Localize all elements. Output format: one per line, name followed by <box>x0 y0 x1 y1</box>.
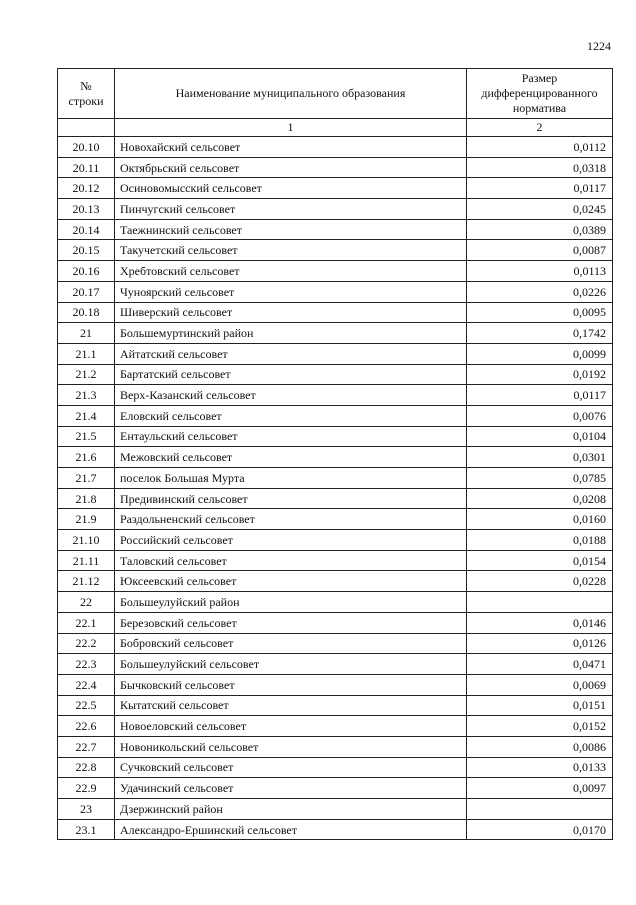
municipality-name: Пинчугский сельсовет <box>115 199 467 220</box>
municipality-name: Таловский сельсовет <box>115 550 467 571</box>
norm-value: 0,0170 <box>467 819 613 840</box>
table-row <box>58 654 613 675</box>
norm-value <box>467 592 613 613</box>
norm-value: 0,0095 <box>467 302 613 323</box>
norm-value: 0,0301 <box>467 447 613 468</box>
row-number: 22.6 <box>58 716 115 737</box>
municipality-name: Чуноярский сельсовет <box>115 281 467 302</box>
row-number: 21.3 <box>58 385 115 406</box>
header-municipality-name: Наименование муниципального образования <box>115 69 467 119</box>
norm-value: 0,0104 <box>467 426 613 447</box>
table-row <box>58 633 613 654</box>
municipality-name: Межовский сельсовет <box>115 447 467 468</box>
municipality-name: Новоеловский сельсовет <box>115 716 467 737</box>
municipality-name: Большемуртинский район <box>115 323 467 344</box>
norm-value: 0,0318 <box>467 157 613 178</box>
column-index-name: 1 <box>115 119 467 137</box>
municipality-name: Бартатский сельсовет <box>115 364 467 385</box>
norm-value: 0,0228 <box>467 571 613 592</box>
norm-value: 0,0785 <box>467 468 613 489</box>
table-row <box>58 757 613 778</box>
municipality-name: Удачинский сельсовет <box>115 778 467 799</box>
norm-value <box>467 799 613 820</box>
row-number: 23 <box>58 799 115 820</box>
table-header-row <box>58 69 613 119</box>
row-number: 21.12 <box>58 571 115 592</box>
norm-value: 0,0188 <box>467 530 613 551</box>
table-row <box>58 323 613 344</box>
row-number: 22.8 <box>58 757 115 778</box>
municipality-name: Кытатский сельсовет <box>115 695 467 716</box>
row-number: 20.17 <box>58 281 115 302</box>
norm-value: 0,0226 <box>467 281 613 302</box>
municipality-name: Шиверский сельсовет <box>115 302 467 323</box>
page-number: 1224 <box>587 39 611 53</box>
norm-value: 0,0097 <box>467 778 613 799</box>
row-number: 20.13 <box>58 199 115 220</box>
table-row <box>58 281 613 302</box>
municipality-name: Большеулуйский район <box>115 592 467 613</box>
table-row <box>58 178 613 199</box>
table-row <box>58 219 613 240</box>
norm-value: 0,0154 <box>467 550 613 571</box>
norm-value: 0,0112 <box>467 137 613 158</box>
row-number: 21.11 <box>58 550 115 571</box>
municipality-name: Александро-Ершинский сельсовет <box>115 819 467 840</box>
norm-value: 0,0245 <box>467 199 613 220</box>
table-row <box>58 488 613 509</box>
municipality-name: Раздольненский сельсовет <box>115 509 467 530</box>
municipality-name: Осиновомысский сельсовет <box>115 178 467 199</box>
row-number: 20.15 <box>58 240 115 261</box>
table-row <box>58 612 613 633</box>
municipality-name: Сучковский сельсовет <box>115 757 467 778</box>
row-number: 22.5 <box>58 695 115 716</box>
row-number: 22.9 <box>58 778 115 799</box>
table-row <box>58 571 613 592</box>
row-number: 21.9 <box>58 509 115 530</box>
norm-value: 0,0069 <box>467 674 613 695</box>
row-number: 21 <box>58 323 115 344</box>
table-row <box>58 695 613 716</box>
row-number: 22.4 <box>58 674 115 695</box>
table-row <box>58 530 613 551</box>
norm-value: 0,1742 <box>467 323 613 344</box>
row-number: 20.10 <box>58 137 115 158</box>
table-row <box>58 736 613 757</box>
row-number: 21.7 <box>58 468 115 489</box>
row-number: 22.2 <box>58 633 115 654</box>
table-row <box>58 799 613 820</box>
row-number: 20.18 <box>58 302 115 323</box>
column-index-row <box>58 119 613 137</box>
row-number: 22.1 <box>58 612 115 633</box>
table-row <box>58 405 613 426</box>
municipality-name: Бобровский сельсовет <box>115 633 467 654</box>
table-row <box>58 240 613 261</box>
norm-value: 0,0133 <box>467 757 613 778</box>
municipality-name: Ентаульский сельсовет <box>115 426 467 447</box>
row-number: 21.2 <box>58 364 115 385</box>
column-index-value: 2 <box>467 119 613 137</box>
norm-value: 0,0117 <box>467 385 613 406</box>
row-number: 23.1 <box>58 819 115 840</box>
row-number: 22 <box>58 592 115 613</box>
municipality-name: Октябрьский сельсовет <box>115 157 467 178</box>
row-number: 22.3 <box>58 654 115 675</box>
table-row <box>58 778 613 799</box>
row-number: 21.6 <box>58 447 115 468</box>
norm-table <box>57 68 613 840</box>
norm-value: 0,0152 <box>467 716 613 737</box>
municipality-name: Предивинский сельсовет <box>115 488 467 509</box>
table-row <box>58 592 613 613</box>
table-row <box>58 716 613 737</box>
municipality-name: Дзержинский район <box>115 799 467 820</box>
header-row-number: № строки <box>58 69 115 119</box>
municipality-name: Айтатский сельсовет <box>115 343 467 364</box>
row-number: 21.10 <box>58 530 115 551</box>
table-row <box>58 302 613 323</box>
table-body <box>58 137 613 840</box>
table-row <box>58 550 613 571</box>
municipality-name: Еловский сельсовет <box>115 405 467 426</box>
municipality-name: Новохайский сельсовет <box>115 137 467 158</box>
norm-value: 0,0146 <box>467 612 613 633</box>
row-number: 21.5 <box>58 426 115 447</box>
norm-value: 0,0389 <box>467 219 613 240</box>
norm-value: 0,0151 <box>467 695 613 716</box>
table-row <box>58 426 613 447</box>
municipality-name: Российский сельсовет <box>115 530 467 551</box>
municipality-name: Юксеевский сельсовет <box>115 571 467 592</box>
table-row <box>58 199 613 220</box>
municipality-name: Березовский сельсовет <box>115 612 467 633</box>
table-row <box>58 509 613 530</box>
table-row <box>58 343 613 364</box>
table-row <box>58 364 613 385</box>
table-row <box>58 819 613 840</box>
row-number: 20.14 <box>58 219 115 240</box>
table-row <box>58 468 613 489</box>
table-row <box>58 385 613 406</box>
row-number: 22.7 <box>58 736 115 757</box>
row-number: 20.11 <box>58 157 115 178</box>
norm-value: 0,0113 <box>467 261 613 282</box>
table-row <box>58 157 613 178</box>
municipality-name: Верх-Казанский сельсовет <box>115 385 467 406</box>
table-row <box>58 137 613 158</box>
municipality-name: поселок Большая Мурта <box>115 468 467 489</box>
row-number: 21.8 <box>58 488 115 509</box>
header-norm-value: Размер дифференцированного норматива <box>467 69 613 119</box>
norm-value: 0,0126 <box>467 633 613 654</box>
municipality-name: Большеулуйский сельсовет <box>115 654 467 675</box>
table-row <box>58 674 613 695</box>
row-number: 21.1 <box>58 343 115 364</box>
row-number: 20.12 <box>58 178 115 199</box>
row-number: 21.4 <box>58 405 115 426</box>
column-index-empty <box>58 119 115 137</box>
municipality-name: Бычковский сельсовет <box>115 674 467 695</box>
norm-value: 0,0160 <box>467 509 613 530</box>
row-number: 20.16 <box>58 261 115 282</box>
norm-value: 0,0117 <box>467 178 613 199</box>
norm-value: 0,0086 <box>467 736 613 757</box>
norm-value: 0,0099 <box>467 343 613 364</box>
norm-value: 0,0471 <box>467 654 613 675</box>
municipality-name: Хребтовский сельсовет <box>115 261 467 282</box>
norm-value: 0,0208 <box>467 488 613 509</box>
norm-value: 0,0087 <box>467 240 613 261</box>
norm-value: 0,0192 <box>467 364 613 385</box>
municipality-name: Новоникольский сельсовет <box>115 736 467 757</box>
norm-value: 0,0076 <box>467 405 613 426</box>
table-row <box>58 447 613 468</box>
table-row <box>58 261 613 282</box>
municipality-name: Такучетский сельсовет <box>115 240 467 261</box>
municipality-name: Таежнинский сельсовет <box>115 219 467 240</box>
